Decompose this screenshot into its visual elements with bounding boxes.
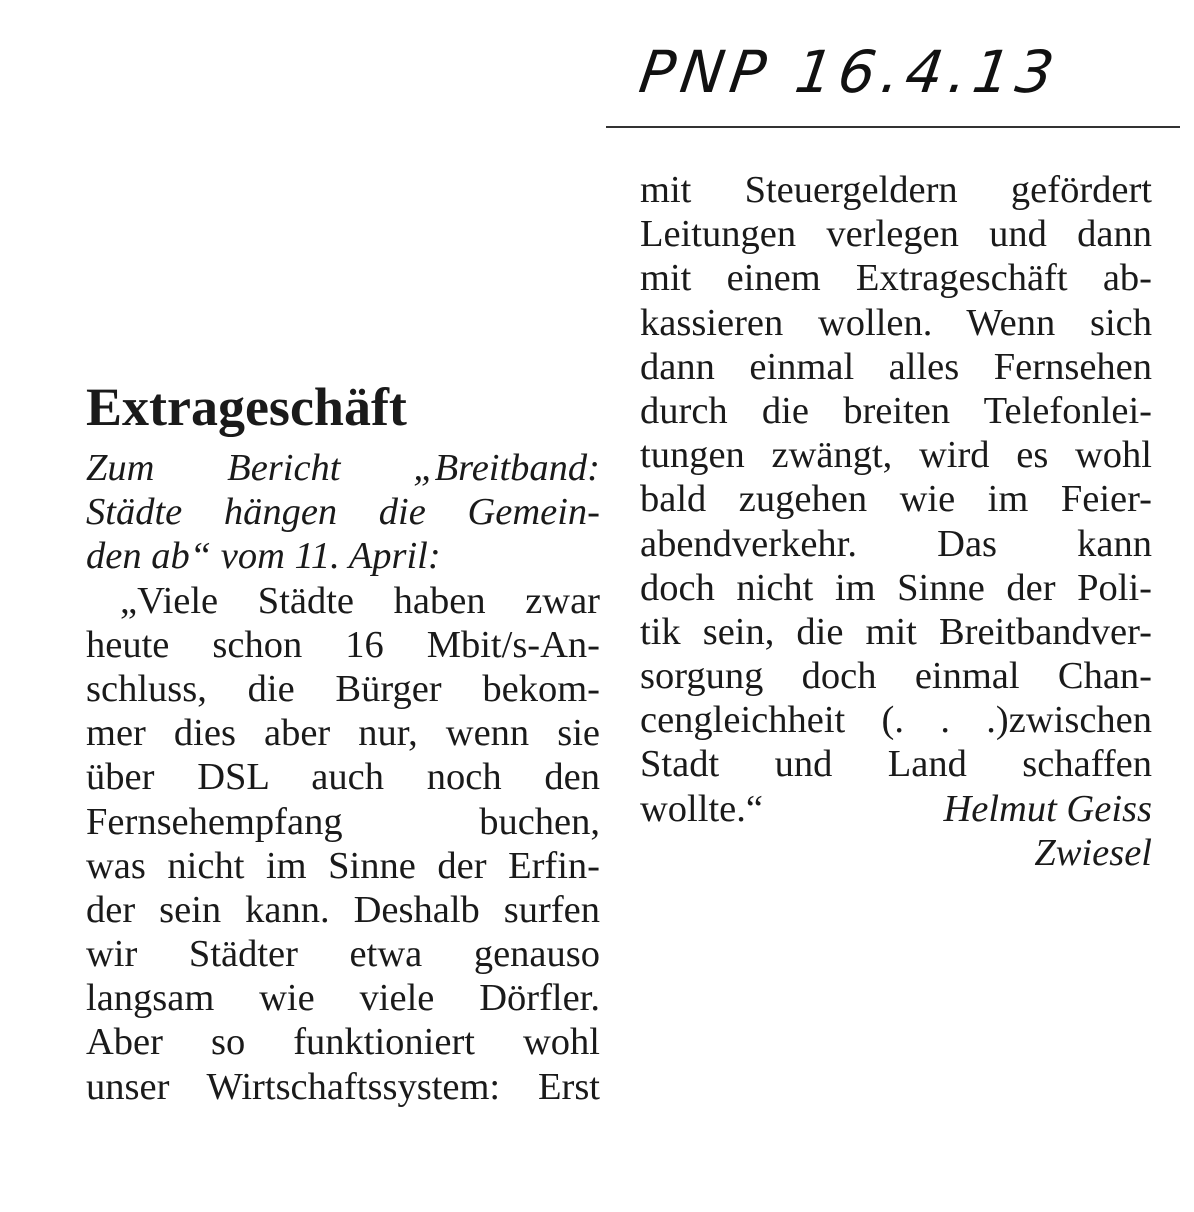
closing-row	[640, 787, 1152, 831]
body-line: durch die breiten Telefonlei-	[640, 389, 1152, 432]
body-line: mer dies aber nur, wenn sie	[86, 712, 600, 755]
body-left	[86, 579, 600, 1109]
body-line: wir Städter etwa genauso	[86, 933, 600, 976]
body-line: heute schon 16 Mbit/s-An-	[86, 623, 600, 666]
closing-text: wollte.“	[640, 787, 763, 830]
body-line: mit einem Extrageschäft ab-	[640, 257, 1152, 300]
intro-line: Zum Bericht „Breitband:	[86, 447, 600, 489]
body-line: tik sein, die mit Breitbandver-	[640, 610, 1152, 653]
body-line: langsam wie viele Dörfler.	[86, 977, 600, 1020]
body-line: cengleichheit (. . .)zwischen	[640, 699, 1152, 742]
intro	[86, 446, 600, 579]
body-line: Leitungen verlegen und dann	[640, 213, 1152, 256]
author-place: Zwiesel	[1034, 831, 1152, 874]
body-line: Stadt und Land schaffen	[640, 743, 1152, 786]
body-line: was nicht im Sinne der Erfin-	[86, 844, 600, 887]
intro-line: Städte hängen die Gemein-	[86, 491, 600, 534]
left-column	[86, 370, 600, 1109]
body-line: Fernsehempfang buchen,	[86, 800, 600, 843]
body-line: dann einmal alles Fernsehen	[640, 345, 1152, 388]
body-line: mit Steuergeldern gefördert	[640, 169, 1152, 211]
body-line: bald zugehen wie im Feier-	[640, 478, 1152, 521]
body-line: tungen zwängt, wird es wohl	[640, 434, 1152, 477]
body-line: kassieren wollen. Wenn sich	[640, 301, 1152, 344]
body-line: Aber so funktioniert wohl	[86, 1021, 600, 1064]
handwritten-source-note: PNP 16.4.13	[635, 38, 1064, 106]
body-line: „Viele Städte haben zwar	[120, 579, 600, 622]
right-column	[640, 168, 1152, 875]
headline: Extrageschäft	[86, 377, 407, 437]
body-line: abendverkehr. Das kann	[640, 522, 1152, 565]
body-line: sorgung doch einmal Chan-	[640, 655, 1152, 698]
author-name: Helmut Geiss	[943, 787, 1152, 830]
body-line: der sein kann. Deshalb surfen	[86, 888, 600, 931]
body-line: schluss, die Bürger bekom-	[86, 667, 600, 710]
body-line: doch nicht im Sinne der Poli-	[640, 566, 1152, 609]
body-line: über DSL auch noch den	[86, 756, 600, 799]
header-rule	[606, 126, 1180, 128]
intro-line: den ab“ vom 11. April:	[86, 535, 441, 578]
body-line: unser Wirtschaftssystem: Erst	[86, 1065, 600, 1108]
